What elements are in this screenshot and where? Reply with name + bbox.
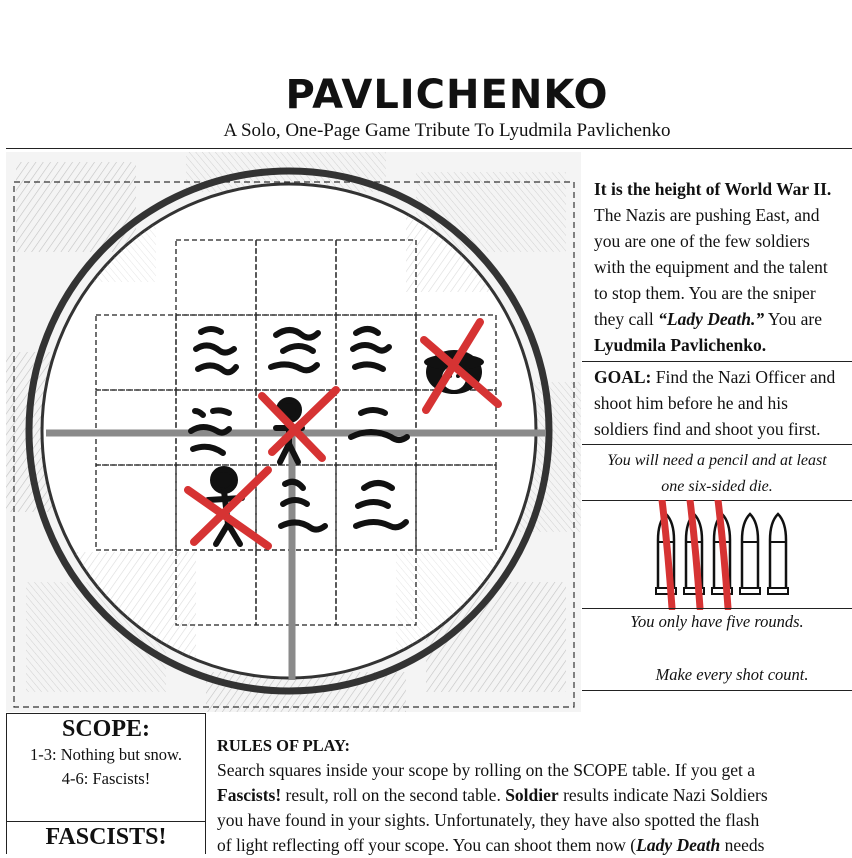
goal-line: shoot him before he and his bbox=[594, 393, 788, 413]
round-icon[interactable] bbox=[768, 514, 788, 594]
goal-text bbox=[594, 364, 852, 442]
goal-line: Find the Nazi Officer and bbox=[651, 367, 836, 387]
rules-keyword: Lady Death bbox=[636, 835, 721, 855]
fascists-table-title: FASCISTS! bbox=[45, 824, 167, 850]
table-divider bbox=[7, 821, 205, 822]
scope-table-row: 1-3: Nothing but snow. bbox=[29, 745, 182, 764]
count-text: Make every shot count. bbox=[655, 665, 809, 684]
intro-line: It is the height of World War II. bbox=[594, 179, 832, 199]
intro-text bbox=[594, 176, 852, 358]
intro-line: you are one of the few soldiers bbox=[594, 231, 810, 251]
requirements-line: one six-sided die. bbox=[661, 478, 773, 495]
section-divider bbox=[582, 361, 852, 362]
section-divider bbox=[582, 608, 852, 609]
rules-line: you have found in your sights. Unfortunately, they have also spotted the flash bbox=[217, 810, 760, 830]
rules-keyword: Soldier bbox=[505, 785, 559, 805]
scope-board[interactable] bbox=[6, 152, 581, 712]
intro-line: The Nazis are pushing East, and bbox=[594, 205, 820, 225]
rules-line bbox=[217, 833, 852, 858]
game-title: PAVLICHENKO bbox=[285, 72, 609, 118]
rules-fragment: of light reflecting off your scope. You can shoot them now ( bbox=[217, 835, 637, 855]
rules-fragment: needs bbox=[720, 835, 765, 855]
goal-line: soldiers find and shoot you first. bbox=[594, 419, 821, 439]
rules-keyword: Fascists! bbox=[217, 785, 282, 805]
rules-heading: RULES OF PLAY: bbox=[217, 736, 350, 755]
section-divider bbox=[582, 690, 852, 691]
intro-line: to stop them. You are the sniper bbox=[594, 283, 816, 303]
header-divider bbox=[6, 148, 852, 149]
requirements-line: You will need a pencil and at least bbox=[607, 452, 827, 469]
spent-round-icon[interactable] bbox=[684, 500, 704, 608]
scope-table-title: SCOPE: bbox=[61, 716, 150, 742]
rules-fragment: results indicate Nazi Soldiers bbox=[558, 785, 768, 805]
intro-fragment: You are bbox=[764, 309, 822, 329]
rules-line bbox=[217, 783, 852, 808]
ammo-tracker[interactable] bbox=[640, 500, 810, 610]
rules-line: Search squares inside your scope by rolling on the SCOPE table. If you get a bbox=[217, 760, 756, 780]
spent-round-icon[interactable] bbox=[712, 500, 732, 608]
rounds-text: You only have five rounds. bbox=[630, 612, 804, 631]
intro-line: Lyudmila Pavlichenko. bbox=[594, 335, 767, 355]
spent-round-icon[interactable] bbox=[656, 500, 676, 608]
lady-death-name: “Lady Death.” bbox=[658, 309, 765, 329]
scope-table-row: 4-6: Fascists! bbox=[61, 769, 151, 788]
rules-text bbox=[217, 733, 852, 858]
scope-table bbox=[6, 713, 206, 854]
intro-line: with the equipment and the talent bbox=[594, 257, 828, 277]
intro-line bbox=[594, 306, 852, 332]
section-divider bbox=[582, 444, 852, 445]
round-icon[interactable] bbox=[740, 514, 760, 594]
requirements-note bbox=[582, 448, 852, 500]
intro-fragment: they call bbox=[594, 309, 659, 329]
rules-fragment: result, roll on the second table. bbox=[281, 785, 506, 805]
goal-label: GOAL: bbox=[594, 367, 652, 387]
game-subtitle: A Solo, One-Page Game Tribute To Lyudmila Pavlichenko bbox=[223, 120, 671, 141]
